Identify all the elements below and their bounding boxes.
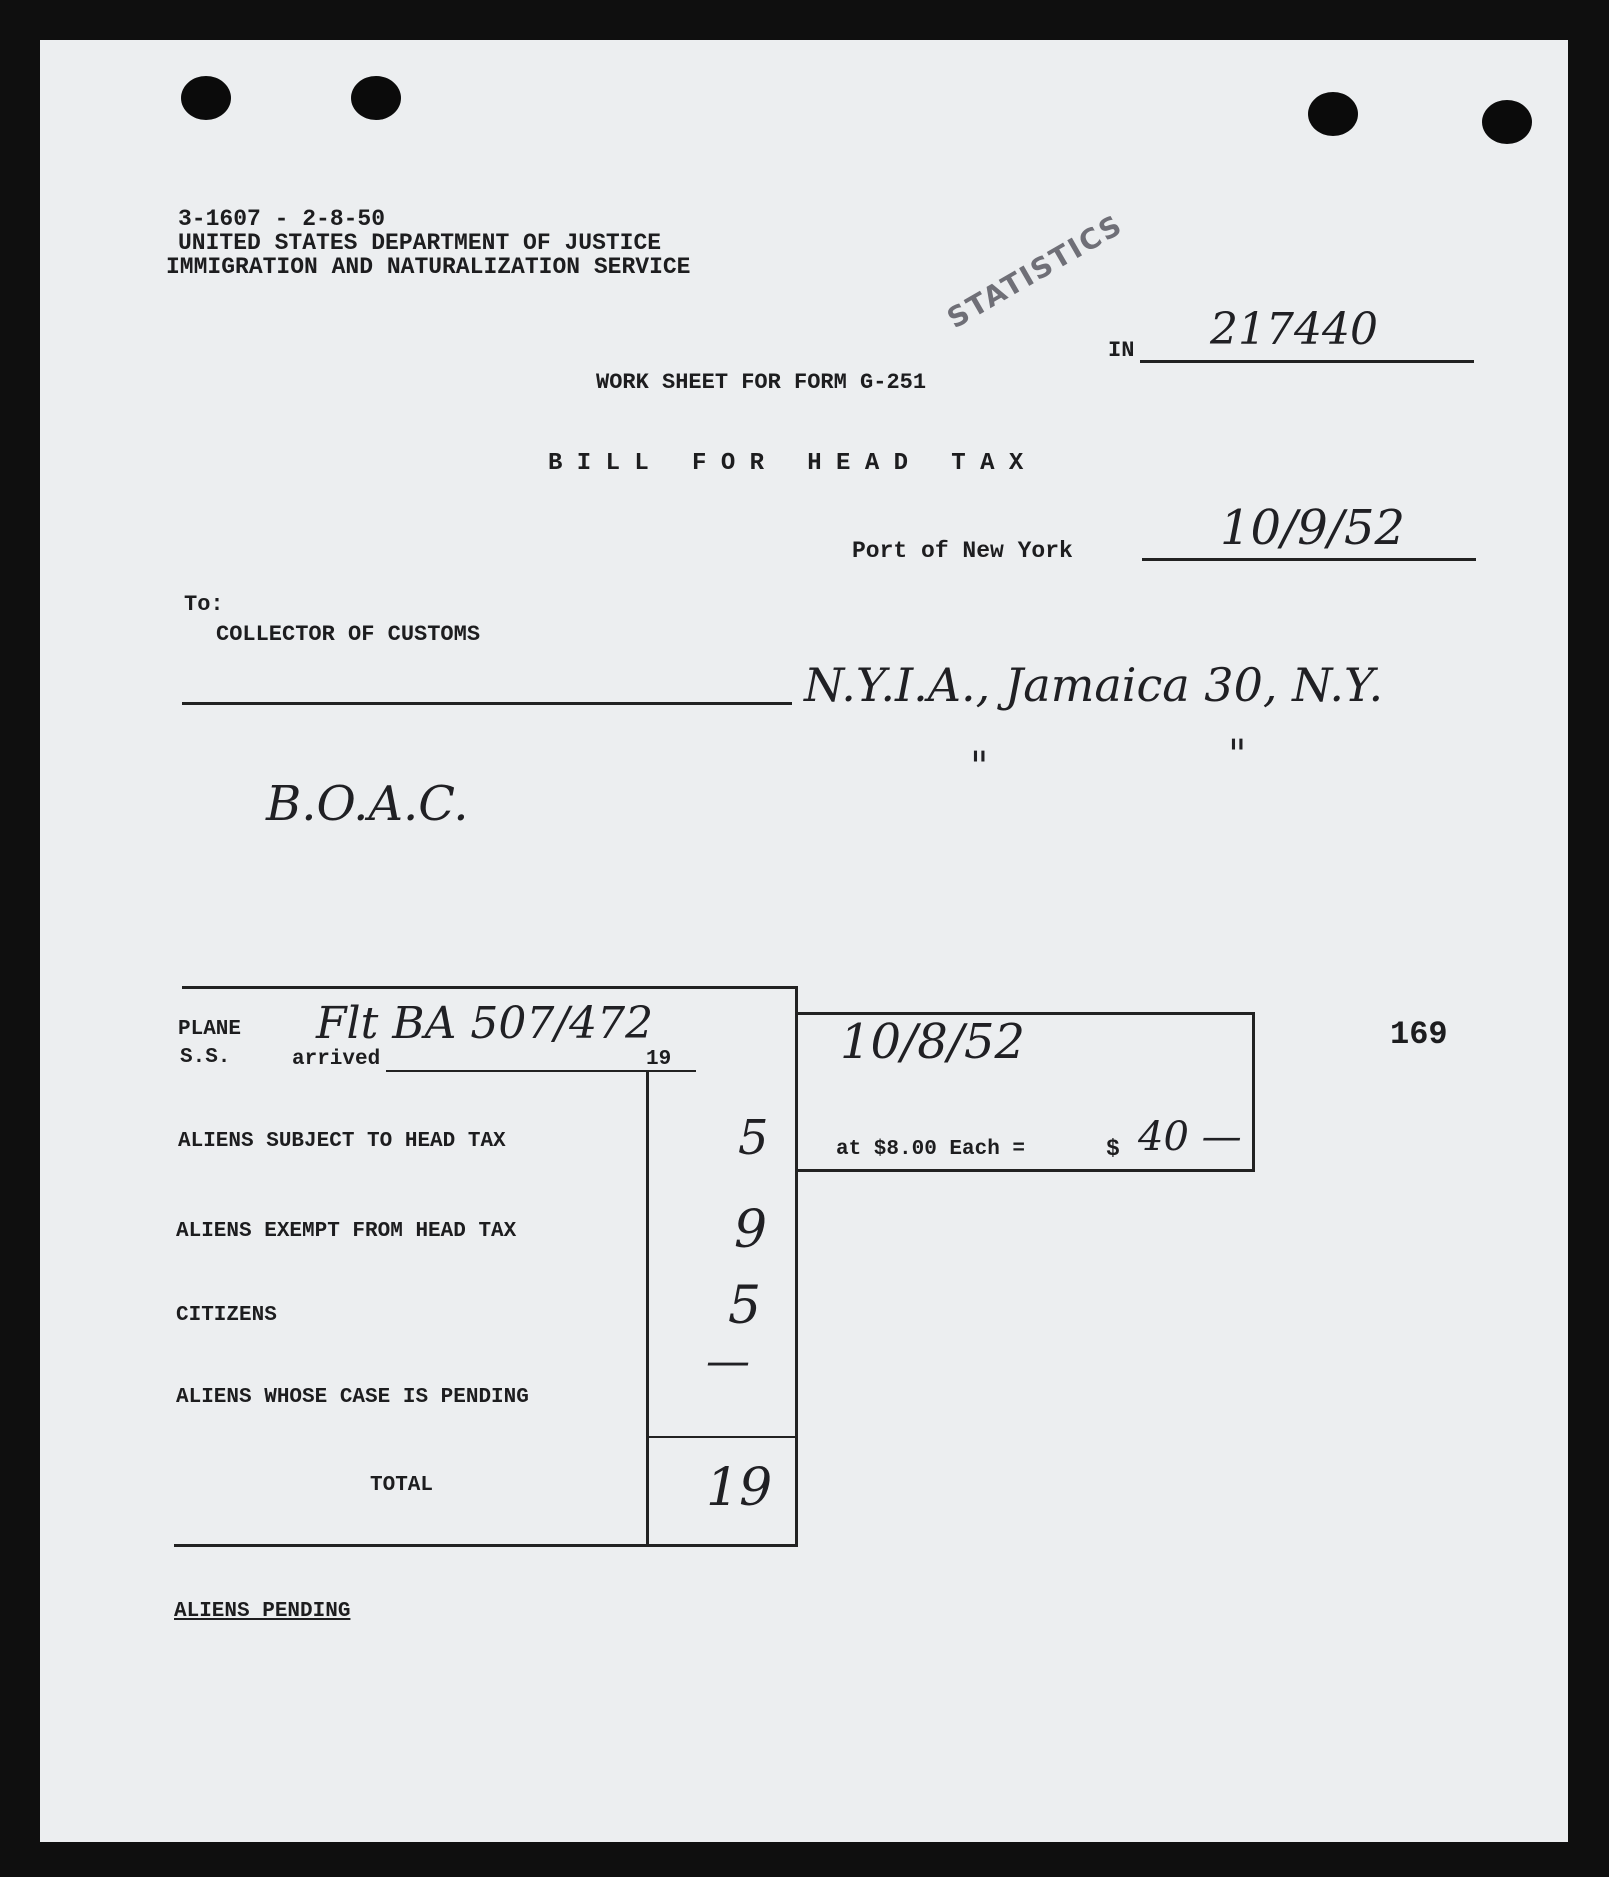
row-value: — [706, 1336, 750, 1387]
arrived-underline [386, 1070, 648, 1072]
total-value: 19 [706, 1458, 773, 1518]
ditto-mark: " [970, 744, 989, 790]
row-label: ALIENS EXEMPT FROM HEAD TAX [176, 1220, 517, 1243]
table-top-border [182, 986, 798, 989]
rate-text: at $8.00 Each = [836, 1138, 1026, 1161]
row-label: ALIENS SUBJECT TO HEAD TAX [178, 1130, 506, 1153]
address-underline [182, 702, 792, 705]
aliens-pending-label: ALIENS PENDING [174, 1600, 351, 1623]
table-bottom-border [174, 1544, 798, 1547]
row-value: 5 [738, 1110, 769, 1166]
collector-label: COLLECTOR OF CUSTOMS [216, 622, 481, 647]
punch-hole [181, 76, 231, 120]
service-line: IMMIGRATION AND NATURALIZATION SERVICE [166, 254, 691, 280]
row-label: ALIENS WHOSE CASE IS PENDING [176, 1386, 529, 1409]
in-underline [1140, 360, 1474, 363]
table-column-divider [646, 1070, 649, 1546]
form-number: 3-1607 - 2-8-50 [178, 206, 386, 232]
ditto-mark: " [1228, 732, 1247, 778]
port-date-underline [1142, 558, 1476, 561]
amount-handwritten: 40 — [1138, 1114, 1242, 1160]
port-label: Port of New York [852, 538, 1073, 564]
carrier-handwritten: B.O.A.C. [266, 776, 469, 832]
row-value: 5 [728, 1276, 762, 1336]
total-label: TOTAL [370, 1474, 434, 1497]
in-label: IN [1108, 338, 1135, 363]
punch-hole [1482, 100, 1532, 144]
port-date: 10/9/52 [1220, 500, 1406, 556]
total-divider [646, 1436, 798, 1438]
to-label: To: [184, 592, 224, 617]
plane-label: PLANE [178, 1018, 242, 1041]
year-label: 19 [646, 1048, 672, 1071]
flight-handwritten: Flt BA 507/472 [316, 998, 654, 1049]
row-label: CITIZENS [176, 1304, 277, 1327]
ss-label: S.S. [180, 1046, 231, 1069]
row-value: 9 [734, 1200, 768, 1260]
department-line: UNITED STATES DEPARTMENT OF JUSTICE [178, 230, 662, 256]
in-number: 217440 [1210, 304, 1378, 355]
page-number: 169 [1390, 1016, 1448, 1053]
worksheet-title: WORK SHEET FOR FORM G-251 [596, 370, 927, 395]
punch-hole [351, 76, 401, 120]
arrived-label: arrived [292, 1048, 381, 1071]
dollar-sign: $ [1106, 1136, 1120, 1162]
document-page [40, 40, 1568, 1842]
bill-title: B I L L F O R H E A D T A X [548, 450, 1024, 477]
punch-hole [1308, 92, 1358, 136]
address-handwritten: N.Y.I.A., Jamaica 30, N.Y. [804, 658, 1384, 712]
arrival-date-handwritten: 10/8/52 [840, 1014, 1026, 1070]
statistics-stamp: STATISTICS [941, 207, 1129, 335]
